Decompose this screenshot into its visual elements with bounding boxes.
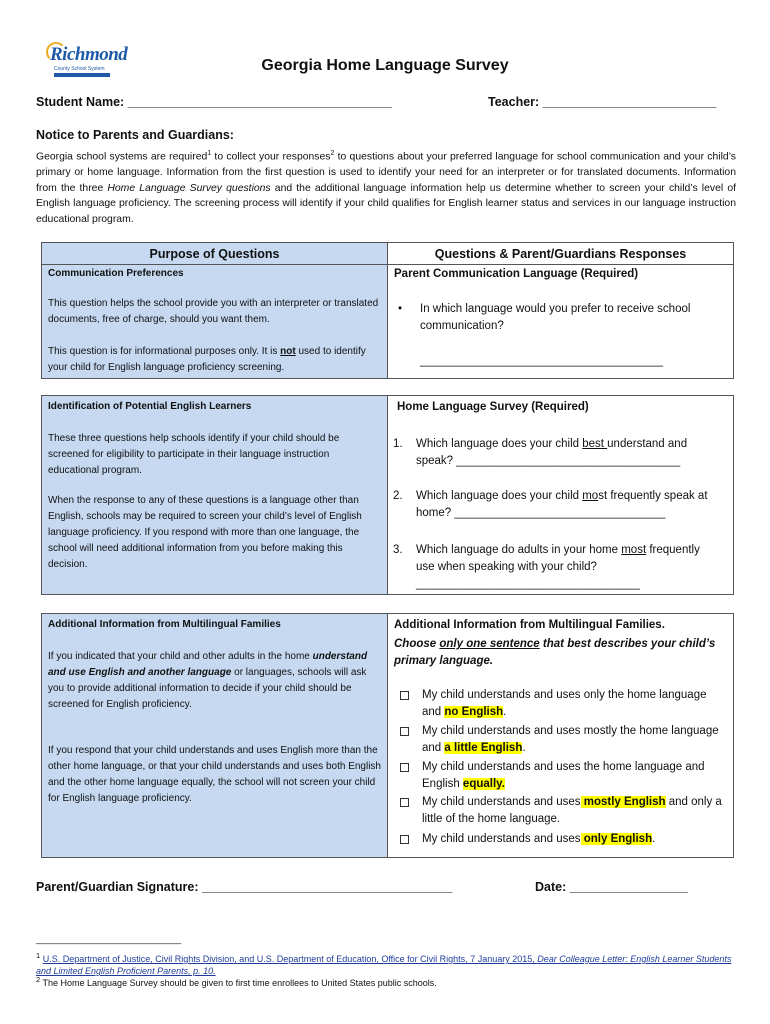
home-language-survey-title: Home Language Survey (Required) [397,401,589,413]
question-3[interactable]: Which language do adults in your home most frequently use when speaking with your child? ___________________________________ [416,544,700,590]
parent-communication-title: Parent Communication Language (Required) [394,268,639,280]
section1-title: Communication Preferences [48,268,184,279]
option-little-english[interactable]: My child understands and uses mostly the home language and a little English. [400,723,726,757]
section3-title: Additional Information from Multilingual Families [48,619,281,630]
section1-note: This question is for informational purposes only. It is not used to identify your child for English language proficiency screening. [48,346,366,373]
signature-field[interactable]: Parent/Guardian Signature: ____________________________________ [36,880,453,894]
footnote-rule: _____________________________ [36,934,182,944]
notice-heading: Notice to Parents and Guardians: [36,128,234,142]
notice-paragraph: Georgia school systems are required$^1$ to collect your responses$^2$ to questions about your preferred language for school communication and your child’s primary or home language. Information from the first question is used to identify your need for an interpreter or for translated documents. Information from the three Home Language Survey questions and the additional language information help us determine whether to screen your child’s level of English language proficiency. The screening process will identify if your child qualifies for English learner status and services in our language instruction educational program. [36,150,736,225]
q2-number: 2. [393,490,403,502]
checkbox-icon[interactable] [400,798,409,807]
option-no-english[interactable]: My child understands and uses only the home language and no English. [400,687,726,721]
q1-number: 1. [393,438,403,450]
teacher-field[interactable]: Teacher: _________________________ [488,95,717,109]
responses-header: Questions & Parent/Guardians Responses [388,242,734,265]
date-field[interactable]: Date: _________________ [535,880,688,894]
section2-title: Identification of Potential English Learners [48,401,252,412]
page-title: Georgia Home Language Survey [261,57,509,74]
section1-right [388,264,734,379]
section3-note: If you respond that your child understands and uses English more than the other home language, or that your child understands and uses both English and the other home language equally, the school will not screen your child for English language proficiency. [48,745,381,804]
logo-name: Richmond [50,44,128,65]
q3-number: 3. [393,544,403,556]
option-only-english[interactable]: My child understands and uses only English. [400,831,726,848]
footnote-1-link[interactable]: U.S. Department of Justice, Civil Rights Division, and U.S. Department of Education, Office for Civil Rights, 7 January 2015, [42,954,538,964]
section1-left [41,264,388,379]
section3-left [41,613,388,858]
multilingual-instruction: Choose only one sentence that best describes your child’s primary language. [394,638,716,667]
section2-purpose-text: These three questions help schools identify if your child should be screened for eligibility to participate in their language instruction educational program. [48,433,340,476]
multilingual-title: Additional Information from Multilingual Families. [394,619,665,631]
footnote-1[interactable]: $^1$ U.S. Department of Justice, Civil Rights Division, and U.S. Department of Education, Office for Civil Rights, 7 January 2015, Dear Colleague Letter: English Learner Students and Limited English Proficient Parents, p. 10. [36,951,732,976]
section2-left [41,395,388,595]
option-mostly-english[interactable]: My child understands and uses mostly English and only a little of the home language. [400,794,726,828]
bullet-icon: • [398,303,403,315]
question-2[interactable]: Which language does your child most frequently speak at home? _________________________________ [416,490,708,519]
checkbox-icon[interactable] [400,835,409,844]
communication-question: In which language would you prefer to receive school communication? [420,303,691,332]
logo-subtitle: County School System [54,66,105,72]
purpose-header: Purpose of Questions [41,242,388,265]
section2-right [388,395,734,595]
section3-purpose-text: If you indicated that your child and other adults in the home understand and use English and another language or languages, schools will ask you to provide additional information to decide if your child should be screened for English proficiency. [48,651,368,710]
checkbox-icon[interactable] [400,691,409,700]
student-name-field[interactable]: Student Name: ______________________________________ [36,95,392,109]
checkbox-icon[interactable] [400,763,409,772]
section2-note: When the response to any of these questions is a language other than English, schools may be required to screen your child’s level of English language proficiency. If you respond with more than one language, the school will need additional information from you before making this decision. [48,495,362,570]
checkbox-icon[interactable] [400,727,409,736]
communication-answer-line[interactable]: ______________________________________ [420,355,664,367]
section1-purpose-text: This question helps the school provide you with an interpreter or translated documents, free of charge, should you want them. [48,298,379,325]
option-equally[interactable]: My child understands and uses the home language and English equally. [400,759,726,793]
footnote-2: $^2$ The Home Language Survey should be given to first time enrollees to United States public schools. [36,975,437,988]
question-1[interactable]: Which language does your child best understand and speak? ___________________________________ [416,438,688,467]
